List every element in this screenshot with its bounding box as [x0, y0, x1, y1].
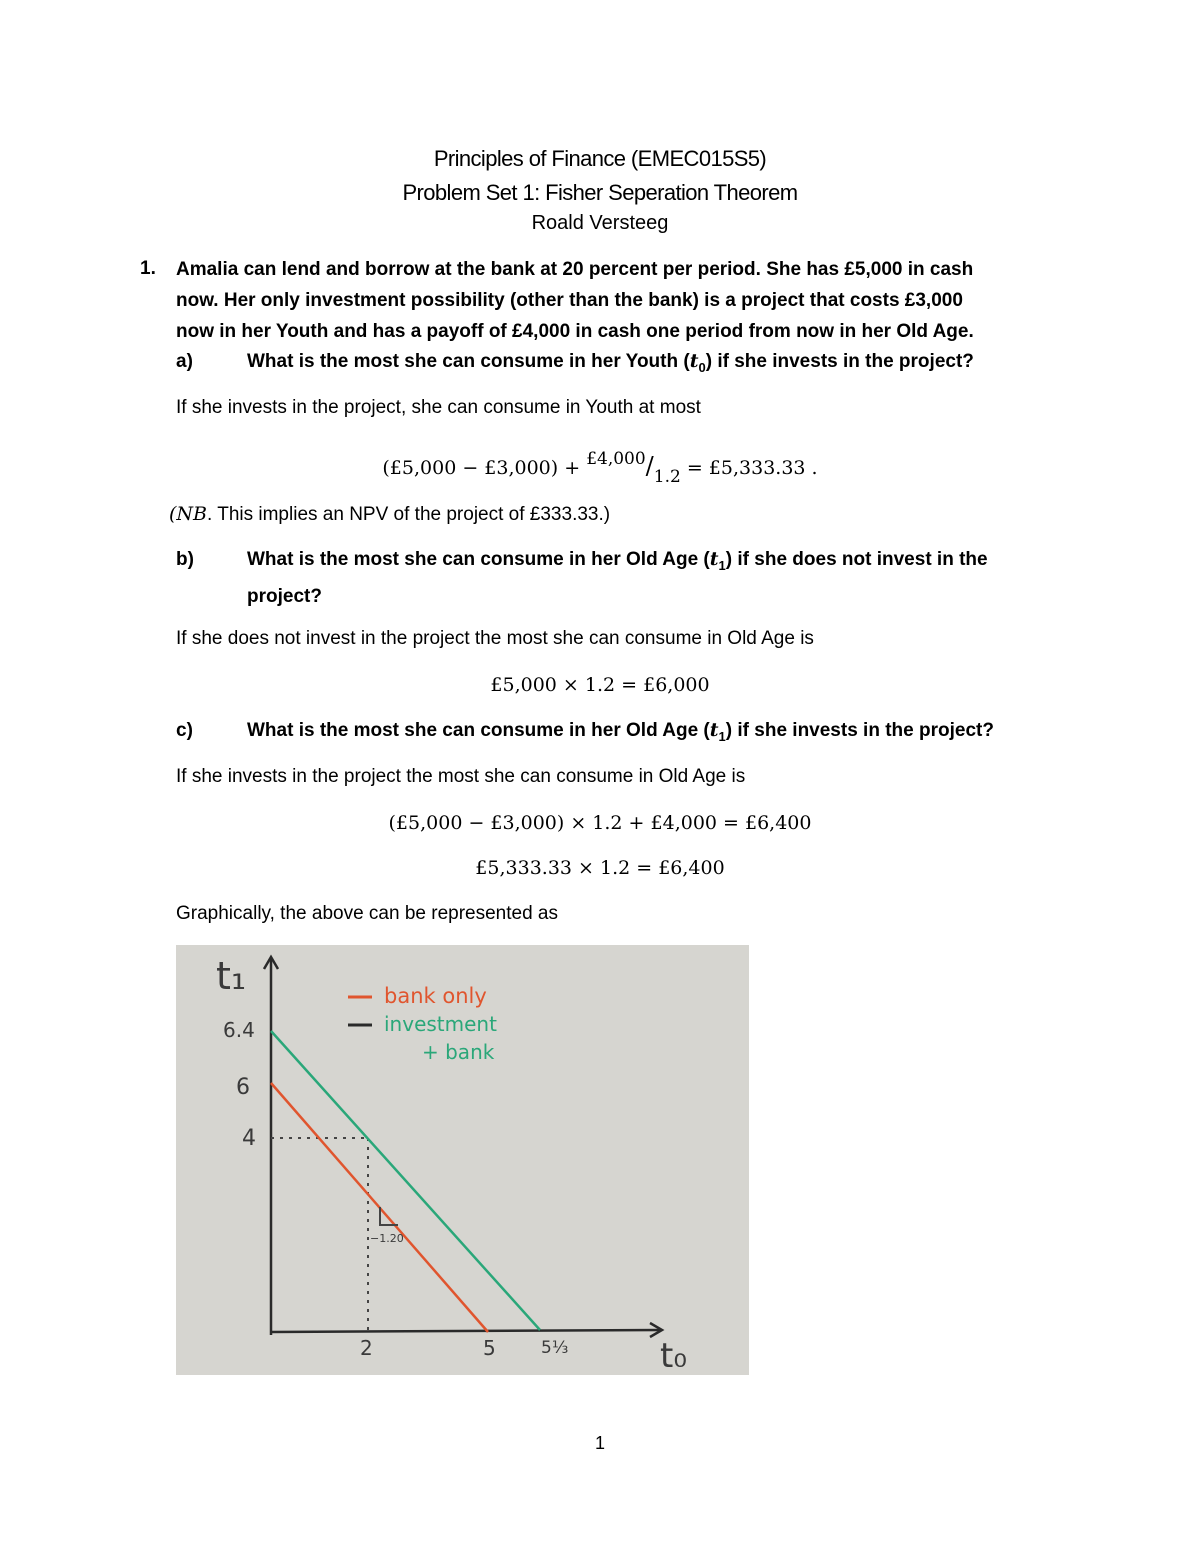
part-a-question-text: What is the most she can consume in her Youth (	[247, 351, 690, 372]
part-b-question	[247, 544, 1097, 612]
question-text	[176, 254, 1076, 347]
part-c-equation-2: £5,333.33 × 1.2 = £6,400	[475, 857, 725, 879]
equation-right: = £5,333.33 .	[680, 457, 818, 479]
part-a-question-text-end: ) if she invests in the project?	[705, 351, 974, 372]
part-c-answer-intro: If she invests in the project the most she can consume in Old Age is	[176, 766, 746, 787]
part-a-note	[169, 503, 610, 526]
fisher-graph-figure	[176, 945, 749, 1375]
nb-text: . This implies an NPV of the project of £333.33.)	[207, 504, 611, 525]
author-name: Roald Versteeg	[531, 212, 669, 234]
x-axis	[271, 1330, 662, 1332]
question-line: now in her Youth and has a payoff of £4,000 in cash one period from now in her Old Age.	[176, 321, 974, 342]
var-t: t	[689, 350, 699, 372]
page-number: 1	[594, 1433, 605, 1453]
var-t: t	[709, 719, 719, 741]
problem-set-title: Problem Set 1: Fisher Seperation Theorem	[402, 180, 798, 205]
part-b-question-text-end: ) if she does not invest in the	[725, 549, 988, 570]
legend-investment: investment	[384, 1012, 497, 1036]
fraction-numerator: £4,000	[586, 449, 646, 469]
y-tick-6-4: 6.4	[223, 1018, 255, 1042]
y-tick-6: 6	[236, 1075, 250, 1100]
subscript: 0	[698, 359, 706, 375]
subscript: 1	[718, 728, 726, 744]
slope-label: −1.20	[370, 1232, 404, 1245]
part-b-equation: £5,000 × 1.2 = £6,000	[490, 674, 710, 696]
x-tick-2: 2	[360, 1336, 373, 1360]
part-c-equation-1: (£5,000 − £3,000) × 1.2 + £4,000 = £6,400	[388, 812, 812, 834]
part-c-question-text-end: ) if she invests in the project?	[725, 720, 994, 741]
part-b-label: b)	[176, 549, 194, 570]
x-axis-label: t₀	[660, 1336, 687, 1375]
var-t: t	[709, 548, 719, 570]
equation-left: (£5,000 − £3,000) +	[382, 457, 587, 479]
course-title: Principles of Finance (EMEC015S5)	[433, 146, 767, 171]
nb-label: (NB	[169, 503, 207, 525]
question-line: now. Her only investment possibility (other than the bank) is a project that costs £3,000	[176, 290, 963, 311]
part-c-question-text: What is the most she can consume in her Old Age (	[247, 720, 710, 741]
question-number: 1.	[140, 258, 156, 279]
part-a-label: a)	[176, 351, 193, 372]
part-b-question-line2: project?	[247, 585, 322, 607]
part-a-answer-intro: If she invests in the project, she can consume in Youth at most	[176, 397, 701, 418]
part-a-question	[247, 346, 1097, 383]
part-c-question	[247, 715, 1097, 752]
x-tick-5-third: 5⅓	[541, 1338, 569, 1358]
subscript: 1	[718, 557, 726, 573]
part-c-label: c)	[176, 720, 193, 741]
graph-intro: Graphically, the above can be represented as	[176, 903, 558, 924]
legend-bank-only: bank only	[384, 984, 487, 1008]
investment-bank-line	[271, 1031, 540, 1330]
fraction-denominator: 1.2	[653, 467, 681, 487]
y-axis-label: t₁	[216, 954, 247, 998]
part-b-answer-intro: If she does not invest in the project the most she can consume in Old Age is	[176, 628, 814, 649]
graph-svg	[176, 945, 749, 1375]
part-a-equation	[0, 449, 1200, 487]
part-b-question-text: What is the most she can consume in her Old Age (	[247, 549, 710, 570]
question-line: Amalia can lend and borrow at the bank at 20 percent per period. She has £5,000 in cash	[176, 259, 974, 280]
x-tick-5: 5	[483, 1336, 496, 1360]
fraction-slash: /	[645, 452, 654, 480]
y-tick-4: 4	[242, 1126, 256, 1151]
legend-plus-bank: + bank	[422, 1040, 495, 1064]
